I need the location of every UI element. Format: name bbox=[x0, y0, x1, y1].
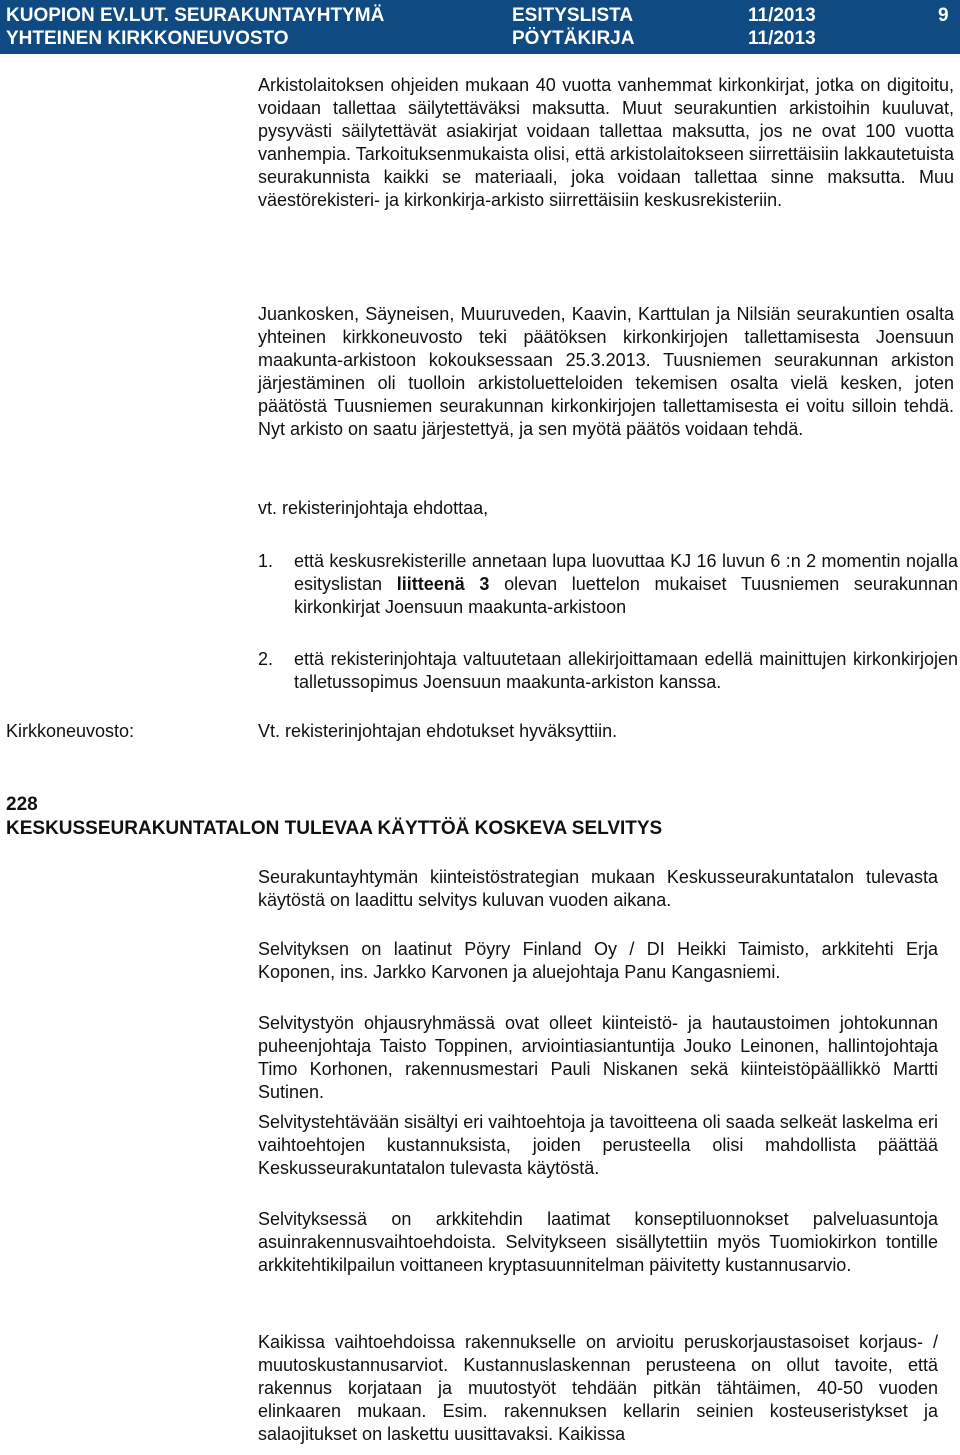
proposal-number: 1. bbox=[258, 551, 274, 571]
section-paragraph: Kaikissa vaihtoehdoissa rakennukselle on arvioitu peruskorjaustasoiset korjaus- / muutoskustannusarviot. Kustannuslaskennan perusteena on ollut tavoite, että rakennus korjataan ja muutostyöt tehdään pitkän tähtäimen, 40-50 vuoden elinkaaren mukaan. Esim. rakennuksen kellarin seinien kosteuseristykset ja salaojitukset on laskettu uusittavaksi. Kaikissa bbox=[258, 1332, 938, 1444]
section-paragraph: Seurakuntayhtymän kiinteistöstrategian mukaan Keskusseurakuntatalon tulevasta käytöstä on laadittu selvitys kuluvan vuoden aikana. bbox=[258, 867, 938, 910]
org-body: YHTEINEN KIRKKONEUVOSTO bbox=[6, 28, 289, 49]
section-paragraph: Selvitystyön ohjausryhmässä ovat olleet kiinteistö- ja hautaustoimen johtokunnan puheenjohtaja Taisto Toppinen, arviointiasiantuntija Jouko Leinonen, hallintojohtaja Timo Korhonen, rakennusmestari Pauli Niskanen sekä kiinteistöpäällikkö Martti Sutinen. bbox=[258, 1013, 938, 1102]
section-title: KESKUSSEURAKUNTATALON TULEVAA KÄYTTÖÄ KOSKEVA SELVITYS bbox=[6, 818, 663, 839]
doc-type-minutes: PÖYTÄKIRJA bbox=[512, 28, 635, 49]
decision-label: Kirkkoneuvosto: bbox=[6, 721, 135, 741]
section-number: 228 bbox=[6, 794, 38, 815]
section-paragraph: Selvityksessä on arkkitehdin laatimat konseptiluonnokset palveluasuntoja asuinrakennusvaihtoehdoista. Selvitykseen sisällytettiin myös Tuomiokirkon tontille arkkitehtikilpailun voittaneen kryptasuunnitelman päivitetty kustannusarvio. bbox=[258, 1209, 938, 1275]
proposal-number: 2. bbox=[258, 649, 274, 669]
decision-text: Vt. rekisterinjohtajan ehdotukset hyväksyttiin. bbox=[258, 721, 618, 741]
proposal-item-1 bbox=[258, 550, 958, 619]
meeting-number-2: 11/2013 bbox=[748, 28, 816, 49]
section-paragraph: Selvityksen on laatinut Pöyry Finland Oy / DI Heikki Taimisto, arkkitehti Erja Koponen, ins. Jarkko Karvonen ja aluejohtaja Panu Kangasniemi. bbox=[258, 939, 938, 982]
attachment-reference: liitteenä 3 bbox=[396, 574, 490, 594]
proposal-text: että keskusrekisterille annetaan lupa luovuttaa KJ 16 luvun 6 :n 2 momentin nojalla esityslistan liitteenä 3 olevan luettelon mukaiset Tuusniemen seurakunnan kirkonkirjat Joensuun maakunta-arkistoon bbox=[294, 551, 958, 617]
section-paragraph: Selvitystehtävään sisältyi eri vaihtoehtoja ja tavoitteena oli saada selkeät laskelma eri vaihtoehtojen kustannuksista, joiden perusteella olisi mahdollista päättää Keskusseurakuntatalon tulevasta käytöstä. bbox=[258, 1112, 938, 1178]
document-header bbox=[0, 0, 960, 54]
paragraph-archive-rules: Arkistolaitoksen ohjeiden mukaan 40 vuotta vanhemmat kirkonkirjat, jotka on digitoitu, voidaan tallettaa säilytettäväksi maksutta. Muut seurakuntien arkistoihin kuuluvat, pysyvästi säilytettävät asiakirjat voidaan tallettaa maksutta, jos ne ovat 100 vuotta vanhempia. Tarkoituksenmukaista olisi, että arkistolaitokseen siirrettäisiin lakkautetuista seurakunnista kaikki se materiaali, joka voidaan tallettaa sinne maksutta. Muu väestörekisteri- ja kirkonkirja-arkisto siirrettäisiin keskusrekisteriin. bbox=[258, 75, 954, 210]
org-name: KUOPION EV.LUT. SEURAKUNTAYHTYMÄ bbox=[6, 5, 385, 26]
proposal-item-2 bbox=[258, 648, 958, 694]
proposal-text: että rekisterinjohtaja valtuutetaan allekirjoittamaan edellä mainittujen kirkonkirjojen talletussopimus Joensuun maakunta-arkiston kanssa. bbox=[294, 649, 958, 692]
paragraph-proposal-intro: vt. rekisterinjohtaja ehdottaa, bbox=[258, 498, 489, 518]
page-number: 9 bbox=[938, 5, 949, 26]
paragraph-parish-decision: Juankosken, Säyneisen, Muuruveden, Kaavin, Karttulan ja Nilsiän seurakuntien osalta yhteinen kirkkoneuvosto teki päätöksen kirkonkirjojen tallettamisesta Joensuun maakunta-arkistoon kokouksessaan 25.3.2013. Tuusniemen seurakunnan arkiston järjestäminen oli tuolloin arkistoluetteloiden tekemisen osalta vielä kesken, joten päätöstä Tuusniemen seurakunnan kirkonkirjojen tallettamisesta ei voitu silloin tehdä. Nyt arkisto on saatu järjestettyä, ja sen myötä päätös voidaan tehdä. bbox=[258, 304, 954, 439]
doc-type-agenda: ESITYSLISTA bbox=[512, 5, 634, 26]
meeting-number: 11/2013 bbox=[748, 5, 816, 26]
